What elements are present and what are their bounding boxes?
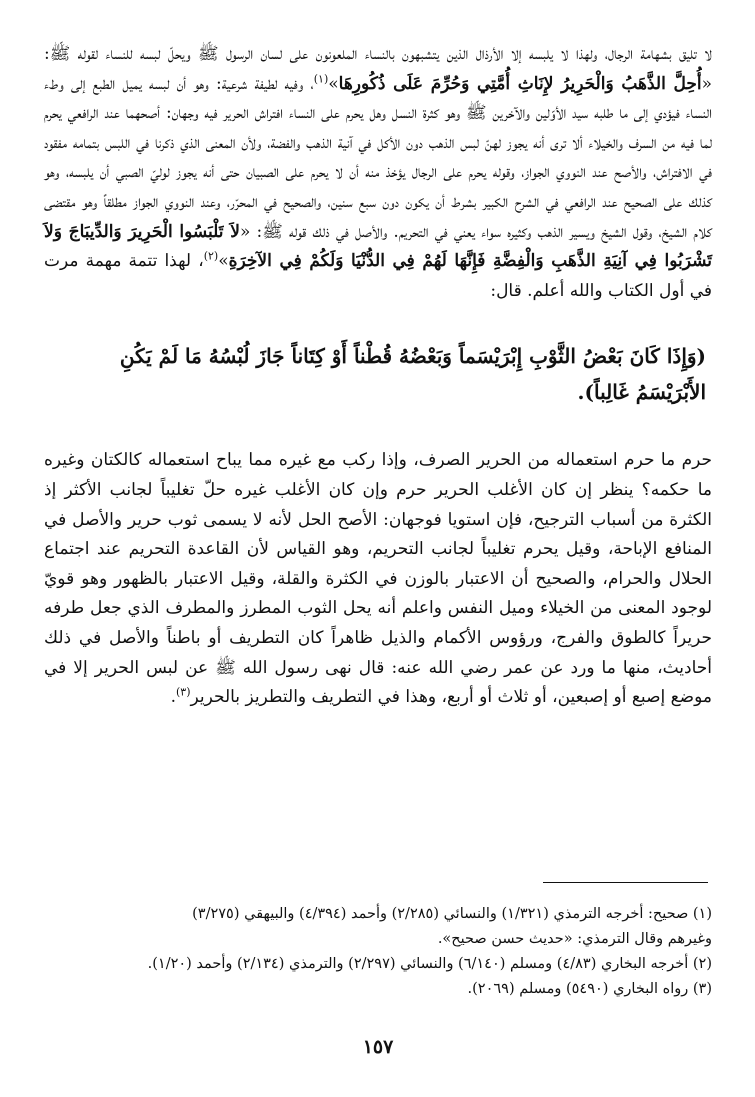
quote-close: » xyxy=(218,251,229,272)
footnote-marker[interactable]: (٣) xyxy=(175,685,191,699)
footnote-divider xyxy=(543,882,708,883)
footnotes xyxy=(44,902,712,1002)
quote-close: » xyxy=(328,73,339,94)
paragraph-commentary-1 xyxy=(44,40,712,306)
paragraph-commentary-2 xyxy=(44,446,712,712)
footnote-marker[interactable]: (٢) xyxy=(203,249,219,263)
footnote-1: (١) صحيح: أخرجه الترمذي (١/٣٢١) والنسائي (٢/٢٨٥) وأحمد (٤/٣٩٤) والبيهقي (٣/٢٧٥) xyxy=(192,906,712,922)
hadith-quote: لاَ تَلْبَسُوا الْحَرِيرَ وَالدِّيبَاجَ وَلاَ تَشْرَبُوا فِي آنِيَةِ الذَّهَبِ وَالْفِضَّةِ فَإِنَّهَا لَهُمْ فِي الدُّنْيَا وَلَكُمْ فِي الآخِرَةِ xyxy=(44,221,712,272)
hadith-quote: أُحِلَّ الذَّهَبُ وَالْحَرِيرُ لإِنَاثِ أُمَّتِي وَحُرِّمَ عَلَى ذُكُورِهَا xyxy=(338,73,702,94)
commentary-text: ، لهذا تتمة مهمة مرت في أول الكتاب والله أعلم. قال: xyxy=(44,251,712,301)
matn-text: (وَإِذَا كَانَ بَعْضُ الثَّوْبِ إِبْرَيْسَماً وَبَعْضُهُ قُطْناً أَوْ كِتَاناً جَازَ لُبْسُهُ مَا لَمْ يَكُنِ الأَبْرَيْسَمُ غَالِباً). xyxy=(119,344,706,405)
footnote-3: (٣) رواه البخاري (٥٤٩٠) ومسلم (٢٠٦٩). xyxy=(467,981,712,997)
book-page xyxy=(44,40,712,1080)
page-number: ١٥٧ xyxy=(362,1036,394,1058)
commentary-text: حرم ما حرم استعماله من الحرير الصرف، وإذا ركب مع غيره مما يباح استعماله كالكتان وغيره ما حكمه؟ ينظر إن كان الأغلب الحرير حرم وإن كان الأغلب غيره حلّ تغليباً لجانب الأكثر إذ الكثرة من أسباب الترجيح، فإن استويا فوجهان: الأصح الحل لأنه لا يسمى ثوب حرير والأصل في المنافع الإباحة، وقيل يحرم تغليباً لجانب التحريم، وهو القياس لأن القاعدة التحريم عند اجتماع الحلال والحرام، والصحيح أن الاعتبار بالوزن في الكثرة والقلة، وقيل الاعتبار بالظهور وهو قويّ لوجود المعنى من الخيلاء وميل النفس واعلم أنه يحل الثوب المطرز والمطرف الذي جعل طرفه حريراً كالطوق والفرج، ورؤوس الأكمام والذيل ظاهراً كان التطريف أو باطناً والأصل في ذلك أحاديث، منها ما ورد عن عمر رضي الله عنه: قال نهى رسول الله ﷺ عن لبس الحرير إلا في موضع إصبع أو إصبعين، أو ثلاث أو أربع، وهذا في التطريف والتطريز بالحرير xyxy=(44,450,712,708)
commentary-text: . xyxy=(170,687,176,708)
footnote-marker[interactable]: (١) xyxy=(313,71,329,85)
commentary-text: لا تليق بشهامة الرجال، ولهذا لا يلبسه إلا الأرذال الذين يتشبهون بالنساء الملعونون على لسان الرسول ﷺ ويحلّ لبسه للنساء لقوله ﷺ: « xyxy=(44,44,712,94)
commentary-text: ، وفيه لطيفة شرعية: وهو أن لبسه يميل الطبع إلى وطء النساء فيؤدي إلى ما طلبه سيد الأوّلين والآخرين ﷺ وهو كثرة النسل وهل يحرم على النساء افتراش الحرير فيه وجهان: أصحهما عند الرافعي يحرم لما فيه من السرف والخيلاء ألا ترى أنه يجوز لهنّ لبس الذهب دون الأكل في آنية الذهب والفضة، ولأن المعنى الذي ذكرنا في اللبس بتمامه مفقود في الافتراش، والأصح عند النووي الجواز، وقوله يحرم على الرجال يؤخذ منه أن لا يحرم على الصبيان حتى أنه يجوز لوليّ الصبي أن يلبسه، وهو كذلك على الصحيح عند الرافعي في الشرح الكبير بشرط أن يكون دون سبع سنين، والصحيح في المحرّر، وعند النووي الجواز مطلقاً وهو مقتضى كلام الشيخ، وقول الشيخ ويسير الذهب وكثيره سواء يعني في التحريم. والأصل في ذلك قوله ﷺ: « xyxy=(44,73,712,242)
footnote-2: (٢) أخرجه البخاري (٤/٨٣) ومسلم (٦/١٤٠) والنسائي (٢/٢٩٧) والترمذي (٢/١٣٤) وأحمد (١/٢٠). xyxy=(147,956,712,972)
footnote-1-continuation: وغيرهم وقال الترمذي: «حديث حسن صحيح». xyxy=(437,931,712,947)
